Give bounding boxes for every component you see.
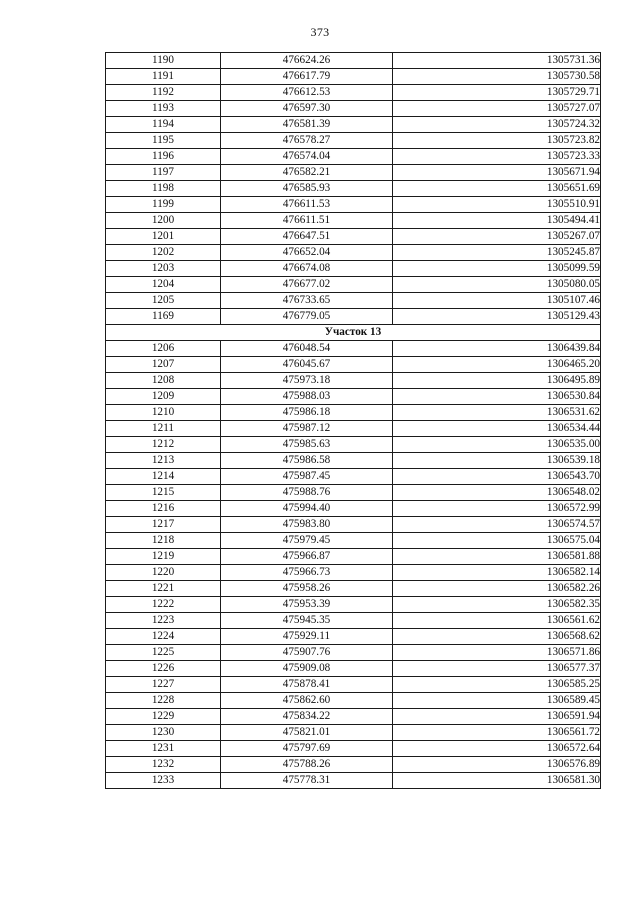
y-coordinate-cell: 1306439.84 <box>393 341 601 357</box>
table-row <box>106 677 601 693</box>
point-number-cell: 1215 <box>106 485 221 501</box>
table-row <box>106 309 601 325</box>
y-coordinate-cell: 1305107.46 <box>393 293 601 309</box>
x-coordinate-cell: 475986.58 <box>221 453 393 469</box>
point-number-cell: 1219 <box>106 549 221 565</box>
table-row <box>106 69 601 85</box>
point-number-cell: 1231 <box>106 741 221 757</box>
point-number-cell: 1222 <box>106 597 221 613</box>
table-row <box>106 421 601 437</box>
table-row <box>106 229 601 245</box>
table-row <box>106 533 601 549</box>
table-row <box>106 709 601 725</box>
table-row <box>106 725 601 741</box>
y-coordinate-cell: 1305129.43 <box>393 309 601 325</box>
table-row <box>106 773 601 789</box>
y-coordinate-cell: 1305730.58 <box>393 69 601 85</box>
point-number-cell: 1204 <box>106 277 221 293</box>
point-number-cell: 1198 <box>106 181 221 197</box>
point-number-cell: 1207 <box>106 357 221 373</box>
x-coordinate-cell: 476574.04 <box>221 149 393 165</box>
table-row <box>106 101 601 117</box>
y-coordinate-cell: 1306465.20 <box>393 357 601 373</box>
point-number-cell: 1195 <box>106 133 221 149</box>
table-row <box>106 277 601 293</box>
table-row <box>106 565 601 581</box>
coordinates-table <box>105 52 601 789</box>
table-row <box>106 149 601 165</box>
y-coordinate-cell: 1305494.41 <box>393 213 601 229</box>
x-coordinate-cell: 475778.31 <box>221 773 393 789</box>
point-number-cell: 1216 <box>106 501 221 517</box>
point-number-cell: 1218 <box>106 533 221 549</box>
point-number-cell: 1217 <box>106 517 221 533</box>
x-coordinate-cell: 476652.04 <box>221 245 393 261</box>
x-coordinate-cell: 476045.67 <box>221 357 393 373</box>
x-coordinate-cell: 476674.08 <box>221 261 393 277</box>
table-row <box>106 581 601 597</box>
table-row <box>106 245 601 261</box>
x-coordinate-cell: 476585.93 <box>221 181 393 197</box>
table-row <box>106 133 601 149</box>
y-coordinate-cell: 1306589.45 <box>393 693 601 709</box>
point-number-cell: 1214 <box>106 469 221 485</box>
coordinates-table-body <box>106 53 601 789</box>
y-coordinate-cell: 1306561.72 <box>393 725 601 741</box>
point-number-cell: 1196 <box>106 149 221 165</box>
table-row <box>106 293 601 309</box>
table-row <box>106 53 601 69</box>
table-row <box>106 437 601 453</box>
y-coordinate-cell: 1306572.99 <box>393 501 601 517</box>
point-number-cell: 1205 <box>106 293 221 309</box>
table-row <box>106 405 601 421</box>
point-number-cell: 1203 <box>106 261 221 277</box>
x-coordinate-cell: 476624.26 <box>221 53 393 69</box>
point-number-cell: 1208 <box>106 373 221 389</box>
table-row <box>106 597 601 613</box>
x-coordinate-cell: 475797.69 <box>221 741 393 757</box>
y-coordinate-cell: 1305080.05 <box>393 277 601 293</box>
x-coordinate-cell: 475966.73 <box>221 565 393 581</box>
x-coordinate-cell: 475987.45 <box>221 469 393 485</box>
point-number-cell: 1211 <box>106 421 221 437</box>
y-coordinate-cell: 1305510.91 <box>393 197 601 213</box>
table-row <box>106 389 601 405</box>
x-coordinate-cell: 475994.40 <box>221 501 393 517</box>
y-coordinate-cell: 1306574.57 <box>393 517 601 533</box>
x-coordinate-cell: 475987.12 <box>221 421 393 437</box>
x-coordinate-cell: 475878.41 <box>221 677 393 693</box>
section-title: Участок 13 <box>106 325 601 341</box>
y-coordinate-cell: 1306585.25 <box>393 677 601 693</box>
x-coordinate-cell: 476733.65 <box>221 293 393 309</box>
y-coordinate-cell: 1306535.00 <box>393 437 601 453</box>
table-row <box>106 469 601 485</box>
point-number-cell: 1213 <box>106 453 221 469</box>
point-number-cell: 1229 <box>106 709 221 725</box>
y-coordinate-cell: 1305651.69 <box>393 181 601 197</box>
point-number-cell: 1233 <box>106 773 221 789</box>
table-row <box>106 85 601 101</box>
y-coordinate-cell: 1306530.84 <box>393 389 601 405</box>
x-coordinate-cell: 476677.02 <box>221 277 393 293</box>
x-coordinate-cell: 476612.53 <box>221 85 393 101</box>
point-number-cell: 1224 <box>106 629 221 645</box>
table-row <box>106 629 601 645</box>
x-coordinate-cell: 475988.03 <box>221 389 393 405</box>
x-coordinate-cell: 475988.76 <box>221 485 393 501</box>
table-row <box>106 517 601 533</box>
table-row <box>106 741 601 757</box>
point-number-cell: 1220 <box>106 565 221 581</box>
table-row <box>106 213 601 229</box>
y-coordinate-cell: 1306581.88 <box>393 549 601 565</box>
table-row <box>106 341 601 357</box>
table-row <box>106 453 601 469</box>
point-number-cell: 1191 <box>106 69 221 85</box>
page-number: 373 <box>310 25 330 39</box>
y-coordinate-cell: 1306534.44 <box>393 421 601 437</box>
y-coordinate-cell: 1306568.62 <box>393 629 601 645</box>
y-coordinate-cell: 1306561.62 <box>393 613 601 629</box>
point-number-cell: 1200 <box>106 213 221 229</box>
point-number-cell: 1202 <box>106 245 221 261</box>
x-coordinate-cell: 475907.76 <box>221 645 393 661</box>
section-header-row <box>106 325 601 341</box>
table-row <box>106 693 601 709</box>
y-coordinate-cell: 1305723.33 <box>393 149 601 165</box>
table-row <box>106 549 601 565</box>
x-coordinate-cell: 475945.35 <box>221 613 393 629</box>
point-number-cell: 1227 <box>106 677 221 693</box>
point-number-cell: 1193 <box>106 101 221 117</box>
table-row <box>106 181 601 197</box>
x-coordinate-cell: 475979.45 <box>221 533 393 549</box>
x-coordinate-cell: 475953.39 <box>221 597 393 613</box>
point-number-cell: 1212 <box>106 437 221 453</box>
y-coordinate-cell: 1306548.02 <box>393 485 601 501</box>
y-coordinate-cell: 1306576.89 <box>393 757 601 773</box>
table-row <box>106 117 601 133</box>
y-coordinate-cell: 1306543.70 <box>393 469 601 485</box>
y-coordinate-cell: 1306577.37 <box>393 661 601 677</box>
point-number-cell: 1232 <box>106 757 221 773</box>
point-number-cell: 1206 <box>106 341 221 357</box>
point-number-cell: 1221 <box>106 581 221 597</box>
point-number-cell: 1199 <box>106 197 221 213</box>
point-number-cell: 1230 <box>106 725 221 741</box>
y-coordinate-cell: 1305671.94 <box>393 165 601 181</box>
point-number-cell: 1228 <box>106 693 221 709</box>
x-coordinate-cell: 476617.79 <box>221 69 393 85</box>
x-coordinate-cell: 476647.51 <box>221 229 393 245</box>
y-coordinate-cell: 1306591.94 <box>393 709 601 725</box>
x-coordinate-cell: 475909.08 <box>221 661 393 677</box>
table-row <box>106 373 601 389</box>
table-row <box>106 501 601 517</box>
y-coordinate-cell: 1306582.26 <box>393 581 601 597</box>
x-coordinate-cell: 475983.80 <box>221 517 393 533</box>
y-coordinate-cell: 1305723.82 <box>393 133 601 149</box>
table-row <box>106 165 601 181</box>
point-number-cell: 1169 <box>106 309 221 325</box>
x-coordinate-cell: 476048.54 <box>221 341 393 357</box>
x-coordinate-cell: 475958.26 <box>221 581 393 597</box>
point-number-cell: 1223 <box>106 613 221 629</box>
table-row <box>106 661 601 677</box>
x-coordinate-cell: 476611.51 <box>221 213 393 229</box>
point-number-cell: 1194 <box>106 117 221 133</box>
table-row <box>106 757 601 773</box>
x-coordinate-cell: 475862.60 <box>221 693 393 709</box>
x-coordinate-cell: 475821.01 <box>221 725 393 741</box>
x-coordinate-cell: 475973.18 <box>221 373 393 389</box>
table-row <box>106 197 601 213</box>
table-row <box>106 261 601 277</box>
x-coordinate-cell: 475834.22 <box>221 709 393 725</box>
y-coordinate-cell: 1306572.64 <box>393 741 601 757</box>
y-coordinate-cell: 1306539.18 <box>393 453 601 469</box>
x-coordinate-cell: 476582.21 <box>221 165 393 181</box>
y-coordinate-cell: 1305731.36 <box>393 53 601 69</box>
point-number-cell: 1197 <box>106 165 221 181</box>
point-number-cell: 1226 <box>106 661 221 677</box>
y-coordinate-cell: 1306531.62 <box>393 405 601 421</box>
x-coordinate-cell: 476611.53 <box>221 197 393 213</box>
y-coordinate-cell: 1305267.07 <box>393 229 601 245</box>
y-coordinate-cell: 1306581.30 <box>393 773 601 789</box>
y-coordinate-cell: 1306582.35 <box>393 597 601 613</box>
point-number-cell: 1190 <box>106 53 221 69</box>
table-row <box>106 613 601 629</box>
y-coordinate-cell: 1305724.32 <box>393 117 601 133</box>
x-coordinate-cell: 476597.30 <box>221 101 393 117</box>
y-coordinate-cell: 1306582.14 <box>393 565 601 581</box>
y-coordinate-cell: 1305099.59 <box>393 261 601 277</box>
y-coordinate-cell: 1306495.89 <box>393 373 601 389</box>
x-coordinate-cell: 475966.87 <box>221 549 393 565</box>
y-coordinate-cell: 1306571.86 <box>393 645 601 661</box>
y-coordinate-cell: 1305729.71 <box>393 85 601 101</box>
point-number-cell: 1209 <box>106 389 221 405</box>
table-row <box>106 645 601 661</box>
x-coordinate-cell: 476779.05 <box>221 309 393 325</box>
table-row <box>106 357 601 373</box>
point-number-cell: 1201 <box>106 229 221 245</box>
x-coordinate-cell: 475929.11 <box>221 629 393 645</box>
x-coordinate-cell: 476581.39 <box>221 117 393 133</box>
x-coordinate-cell: 475788.26 <box>221 757 393 773</box>
point-number-cell: 1192 <box>106 85 221 101</box>
table-row <box>106 485 601 501</box>
y-coordinate-cell: 1306575.04 <box>393 533 601 549</box>
point-number-cell: 1210 <box>106 405 221 421</box>
x-coordinate-cell: 475986.18 <box>221 405 393 421</box>
x-coordinate-cell: 476578.27 <box>221 133 393 149</box>
x-coordinate-cell: 475985.63 <box>221 437 393 453</box>
y-coordinate-cell: 1305245.87 <box>393 245 601 261</box>
y-coordinate-cell: 1305727.07 <box>393 101 601 117</box>
point-number-cell: 1225 <box>106 645 221 661</box>
